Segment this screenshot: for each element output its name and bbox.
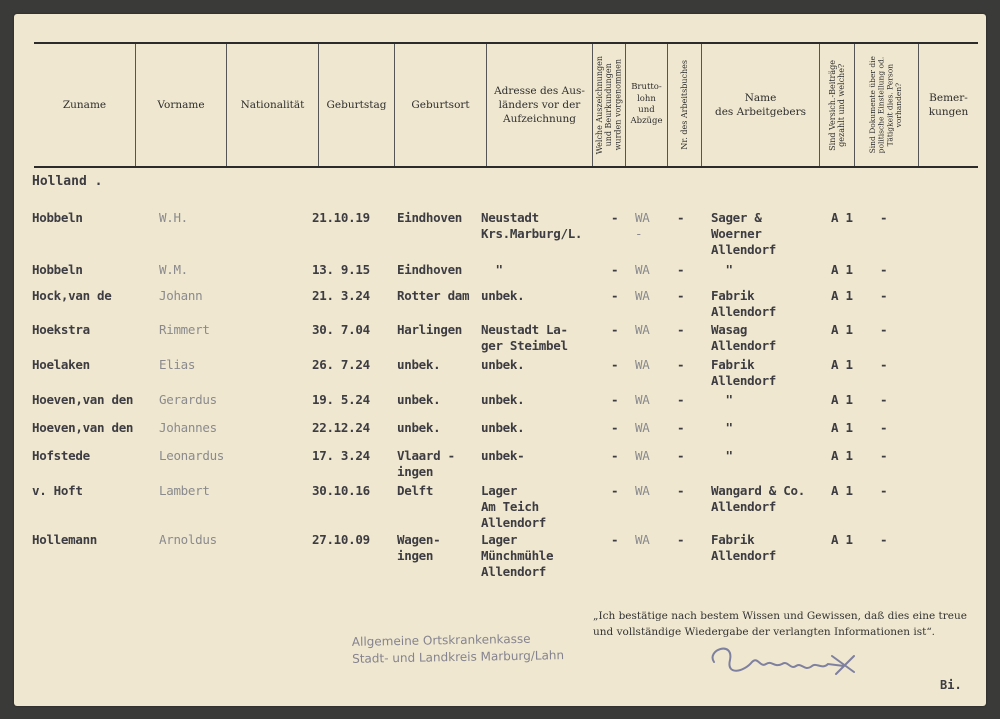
header-nationalitaet: Nationalität xyxy=(226,44,318,166)
cell-versich: A 1 xyxy=(831,322,853,337)
cell-geburtstag: 26. 7.24 xyxy=(312,357,370,372)
declaration-text: „Ich bestätige nach bestem Wissen und Gewissen, daß dies eine treue und vollständige Wiedergabe der verlangten Informationen ist“. xyxy=(593,610,967,638)
cell-ausz: - xyxy=(611,392,619,407)
cell-versich: A 1 xyxy=(831,262,853,277)
header-brutto: Brutto- lohn und Abzüge xyxy=(625,44,667,166)
header-versich: Sind Versich.-Beiträge gezahlt und welche? xyxy=(819,44,854,166)
cell-geburtstag: 17. 3.24 xyxy=(312,448,370,463)
cell-arbeitgeber: Wasag Allendorf xyxy=(711,322,777,353)
cell-zuname: Hoeven,van den xyxy=(32,420,134,435)
cell-arbeitgeber: Fabrik Allendorf xyxy=(711,357,777,388)
cell-geburtstag: 13. 9.15 xyxy=(312,262,370,277)
cell-dok: - xyxy=(880,322,888,337)
cell-adresse: unbek. xyxy=(481,392,525,407)
cell-geburtsort: unbek. xyxy=(397,357,441,372)
cell-dok: - xyxy=(880,210,888,225)
cell-dok: - xyxy=(880,532,888,547)
cell-geburtsort: Harlingen xyxy=(397,322,463,337)
cell-geburtsort: unbek. xyxy=(397,392,441,407)
cell-versich: A 1 xyxy=(831,288,853,303)
header-geburtsort: Geburtsort xyxy=(394,44,486,166)
cell-vorname: Leonardus xyxy=(159,448,225,463)
cell-adresse: Lager Münchmühle Allendorf xyxy=(481,532,554,579)
cell-ausz: - xyxy=(611,288,619,303)
cell-adresse: unbek- xyxy=(481,448,525,463)
signature xyxy=(704,632,884,686)
cell-arbeitgeber: Wangard & Co. Allendorf xyxy=(711,483,805,514)
cell-nr: - xyxy=(677,448,685,463)
cell-arbeitgeber: Fabrik Allendorf xyxy=(711,288,777,319)
table-header xyxy=(34,42,978,168)
cell-brutto: WA xyxy=(635,357,650,372)
cell-brutto: WA xyxy=(635,288,650,303)
cell-zuname: Hobbeln xyxy=(32,262,83,277)
cell-adresse: " xyxy=(481,262,503,277)
cell-nr: - xyxy=(677,210,685,225)
stamp-line-2: Stadt- und Landkreis Marburg/Lahn xyxy=(352,648,565,666)
cell-geburtstag: 19. 5.24 xyxy=(312,392,370,407)
cell-nr: - xyxy=(677,420,685,435)
header-adresse: Adresse des Aus- länders vor der Aufzeichnung xyxy=(486,44,592,166)
cell-ausz: - xyxy=(611,483,619,498)
cell-ausz: - xyxy=(611,448,619,463)
cell-versich: A 1 xyxy=(831,483,853,498)
header-auszeichnungen: Welche Auszeichnungen und Beurkundungen wurden vorgenommen xyxy=(592,44,625,166)
cell-ausz: - xyxy=(611,322,619,337)
cell-brutto: WA xyxy=(635,420,650,435)
cell-ausz: - xyxy=(611,262,619,277)
cell-brutto: WA xyxy=(635,322,650,337)
cell-arbeitgeber: Fabrik Allendorf xyxy=(711,532,777,563)
cell-vorname: Johannes xyxy=(159,420,217,435)
cell-nr: - xyxy=(677,483,685,498)
cell-versich: A 1 xyxy=(831,532,853,547)
cell-ausz: - xyxy=(611,532,619,547)
cell-geburtstag: 22.12.24 xyxy=(312,420,370,435)
header-dokumente: Sind Dokumente über die politische Einstellung od. Tätigkeit dies. Person vorhanden? xyxy=(854,44,918,166)
cell-geburtstag: 27.10.09 xyxy=(312,532,370,547)
cell-geburtsort: Eindhoven xyxy=(397,210,463,225)
cell-brutto: WA xyxy=(635,532,650,547)
cell-geburtsort: Vlaard - ingen xyxy=(397,448,455,479)
cell-zuname: Hofstede xyxy=(32,448,90,463)
cell-geburtstag: 30.10.16 xyxy=(312,483,370,498)
cell-brutto: WA xyxy=(635,392,650,407)
cell-zuname: Hoelaken xyxy=(32,357,90,372)
cell-zuname: v. Hoft xyxy=(32,483,83,498)
cell-arbeitgeber: Sager & Woerner Allendorf xyxy=(711,210,777,257)
cell-adresse: unbek. xyxy=(481,288,525,303)
header-vorname: Vorname xyxy=(135,44,226,166)
document-card xyxy=(14,14,986,706)
cell-zuname: Hoekstra xyxy=(32,322,90,337)
cell-brutto: WA - xyxy=(635,210,650,241)
cell-ausz: - xyxy=(611,420,619,435)
cell-versich: A 1 xyxy=(831,392,853,407)
cell-geburtstag: 21.10.19 xyxy=(312,210,370,225)
cell-geburtstag: 21. 3.24 xyxy=(312,288,370,303)
cell-zuname: Hobbeln xyxy=(32,210,83,225)
cell-brutto: WA xyxy=(635,483,650,498)
section-label: Holland . xyxy=(32,174,103,189)
header-zuname: Zuname xyxy=(62,98,107,111)
cell-vorname: Johann xyxy=(159,288,203,303)
cell-dok: - xyxy=(880,420,888,435)
cell-adresse: Lager Am Teich Allendorf xyxy=(481,483,547,530)
cell-vorname: W.H. xyxy=(159,210,188,225)
cell-vorname: W.M. xyxy=(159,262,188,277)
cell-brutto: WA xyxy=(635,448,650,463)
cell-dok: - xyxy=(880,392,888,407)
cell-ausz: - xyxy=(611,210,619,225)
cell-nr: - xyxy=(677,532,685,547)
cell-zuname: Hoeven,van den xyxy=(32,392,134,407)
cell-vorname: Elias xyxy=(159,357,196,372)
cell-adresse: unbek. xyxy=(481,420,525,435)
cell-nr: - xyxy=(677,392,685,407)
cell-vorname: Rimmert xyxy=(159,322,210,337)
cell-nr: - xyxy=(677,262,685,277)
cell-versich: A 1 xyxy=(831,448,853,463)
cell-geburtsort: Eindhoven xyxy=(397,262,463,277)
cell-arbeitgeber: " xyxy=(711,392,733,407)
cell-geburtsort: Rotter dam xyxy=(397,288,470,303)
cell-geburtsort: Delft xyxy=(397,483,434,498)
cell-dok: - xyxy=(880,483,888,498)
cell-arbeitgeber: " xyxy=(711,448,733,463)
cell-nr: - xyxy=(677,357,685,372)
cell-adresse: Neustadt Krs.Marburg/L. xyxy=(481,210,583,241)
cell-adresse: Neustadt La- ger Steimbel xyxy=(481,322,568,353)
cell-nr: - xyxy=(677,288,685,303)
cell-versich: A 1 xyxy=(831,420,853,435)
cell-vorname: Gerardus xyxy=(159,392,217,407)
cell-dok: - xyxy=(880,262,888,277)
cell-vorname: Lambert xyxy=(159,483,210,498)
cell-brutto: WA xyxy=(635,262,650,277)
cell-geburtsort: Wagen- ingen xyxy=(397,532,441,563)
document-code: Bi. xyxy=(940,678,962,692)
header-geburtstag: Geburtstag xyxy=(318,44,394,166)
cell-versich: A 1 xyxy=(831,210,853,225)
stamp xyxy=(352,630,565,668)
cell-dok: - xyxy=(880,288,888,303)
cell-geburtstag: 30. 7.04 xyxy=(312,322,370,337)
cell-geburtsort: unbek. xyxy=(397,420,441,435)
cell-vorname: Arnoldus xyxy=(159,532,217,547)
cell-arbeitgeber: " xyxy=(711,262,733,277)
cell-ausz: - xyxy=(611,357,619,372)
cell-arbeitgeber: " xyxy=(711,420,733,435)
cell-zuname: Hollemann xyxy=(32,532,98,547)
header-bemerkungen: Bemer- kungen xyxy=(918,44,978,166)
cell-versich: A 1 xyxy=(831,357,853,372)
header-arbeitsbuch: Nr. des Arbeitsbuches xyxy=(667,44,701,166)
stamp-line-1: Allgemeine Ortskrankenkasse xyxy=(351,631,531,649)
header-arbeitgeber: Name des Arbeitgebers xyxy=(701,44,819,166)
cell-dok: - xyxy=(880,357,888,372)
cell-nr: - xyxy=(677,322,685,337)
cell-adresse: unbek. xyxy=(481,357,525,372)
cell-dok: - xyxy=(880,448,888,463)
cell-zuname: Hock,van de xyxy=(32,288,112,303)
